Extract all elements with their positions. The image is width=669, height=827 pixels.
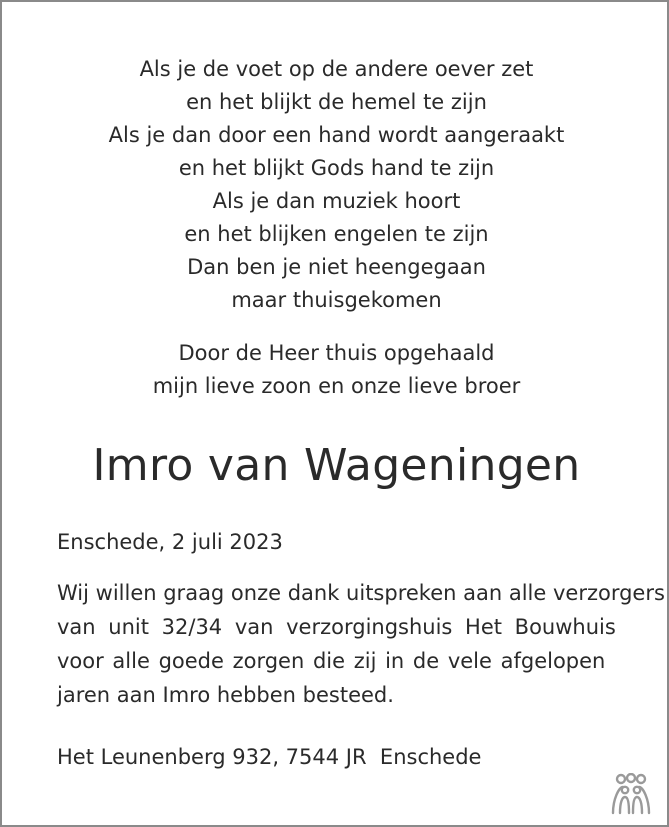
thanks-line: voor alle goede zorgen die zij in de vele afgelopen (57, 649, 606, 673)
poem-line: Dan ben je niet heengegaan (187, 255, 486, 279)
thanks-line: jaren aan Imro hebben besteed. (57, 683, 394, 707)
poem-line: en het blijkt Gods hand te zijn (178, 156, 495, 180)
poem-line: Als je dan muziek hoort (212, 189, 461, 213)
dedication (2, 337, 669, 403)
dedication-line: mijn lieve zoon en onze lieve broer (152, 374, 521, 398)
thanks-line: van unit 32/34 van verzorgingshuis Het Bouwhuis (57, 615, 616, 639)
poem-line: Als je de voet op de andere oever zet (139, 57, 534, 81)
poem (2, 53, 669, 317)
place-date: Enschede, 2 juli 2023 (57, 530, 283, 554)
dedication-line: Door de Heer thuis opgehaald (178, 341, 495, 365)
poem-line: en het blijken engelen te zijn (184, 222, 489, 246)
poem-line: maar thuisgekomen (231, 288, 442, 312)
thanks-line: Wij willen graag onze dank uitspreken aan alle verzorgers (57, 581, 665, 605)
address: Het Leunenberg 932, 7544 JR Enschede (57, 745, 482, 769)
thanks-paragraph (57, 576, 665, 712)
family-group-icon (609, 773, 653, 815)
poem-line: en het blijkt de hemel te zijn (186, 90, 487, 114)
poem-line: Als je dan door een hand wordt aangeraakt (108, 123, 565, 147)
deceased-name: Imro van Wageningen (92, 440, 581, 491)
